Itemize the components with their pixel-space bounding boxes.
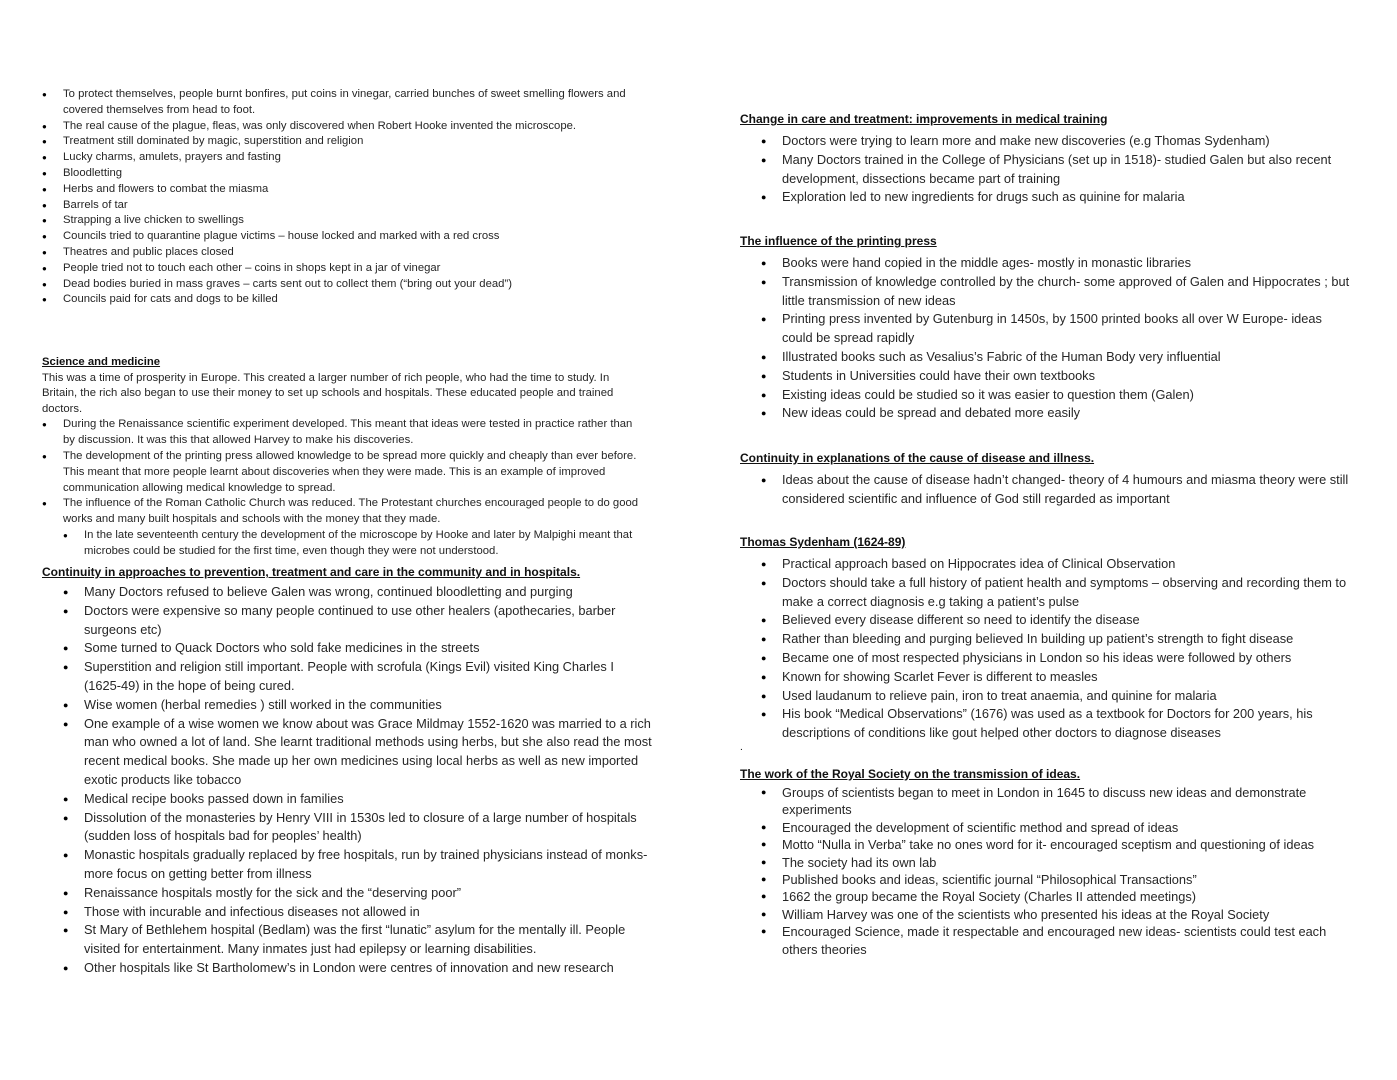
list-item: ● New ideas could be spread and debated more easily bbox=[740, 404, 1352, 423]
list-item: ● Strapping a live chicken to swellings bbox=[42, 213, 667, 229]
list-item: ● Groups of scientists began to meet in London in 1645 to discuss new ideas and demonstrate experiments bbox=[740, 784, 1352, 819]
list-item: ● Doctors should take a full history of patient health and symptoms – observing and recording them to make a correct diagnosis e.g taking a patient’s pulse bbox=[740, 574, 1352, 612]
list-item: ● Books were hand copied in the middle ages- mostly in monastic libraries bbox=[740, 254, 1352, 273]
section-heading: Change in care and treatment: improvements in medical training bbox=[740, 112, 1108, 126]
list-item: ● Barrels of tar bbox=[42, 198, 667, 214]
continuity-care-list bbox=[42, 583, 652, 978]
sydenham-list bbox=[740, 555, 1352, 743]
list-item: ● Councils paid for cats and dogs to be killed bbox=[42, 292, 667, 308]
list-item: ● Encouraged Science, made it respectable and encouraged new ideas- scientists could test each others theories bbox=[740, 923, 1352, 958]
royal-society-section bbox=[740, 766, 1352, 958]
list-item: ● One example of a wise women we know about was Grace Mildmay 1552-1620 was married to a rich man who owned a lot of land. She learnt traditional methods using herbs, but she also read the most recent medical books. She made up her own medicines using local herbs as well as new imported exotic products like tobacco bbox=[42, 715, 652, 790]
list-item: ● St Mary of Bethlehem hospital (Bedlam) was the first “lunatic” asylum for the mentally ill. People visited for entertainment. Many inmates just had epilepsy or learning disabilities. bbox=[42, 921, 652, 959]
list-item: ● Motto “Nulla in Verba” take no ones word for it- encouraged sceptism and questioning of ideas bbox=[740, 836, 1352, 853]
list-item: ● People tried not to touch each other – coins in shops kept in a jar of vinegar bbox=[42, 261, 667, 277]
list-item: ● Practical approach based on Hippocrates idea of Clinical Observation bbox=[740, 555, 1352, 574]
list-item: ● Doctors were expensive so many people continued to use other healers (apothecaries, barber surgeons etc) bbox=[42, 602, 652, 640]
list-item: ● The development of the printing press allowed knowledge to be spread more quickly and cheaply than ever before. This meant that more people learnt about discoveries when they were made. This is an example of improved communication allowing medical knowledge to spread. bbox=[42, 449, 647, 496]
list-item: ● Superstition and religion still important. People with scrofula (Kings Evil) visited King Charles I (1625-49) in the hope of being cured. bbox=[42, 658, 652, 696]
list-sub-item: ● In the late seventeenth century the development of the microscope by Hooke and later by Malpighi meant that microbes could be studied for the first time, even though they were not understood. bbox=[42, 528, 647, 560]
list-item: ● The real cause of the plague, fleas, was only discovered when Robert Hooke invented the microscope. bbox=[42, 119, 667, 135]
list-item: ● The influence of the Roman Catholic Church was reduced. The Protestant churches encouraged people to do good works and many built hospitals and schools with the money that they made. bbox=[42, 496, 647, 528]
list-item: ● The society had its own lab bbox=[740, 854, 1352, 871]
list-item: ● Published books and ideas, scientific journal “Philosophical Transactions” bbox=[740, 871, 1352, 888]
continuity-explanations-list bbox=[740, 471, 1352, 509]
list-item: ● William Harvey was one of the scientists who presented his ideas at the Royal Society bbox=[740, 906, 1352, 923]
section-heading: The influence of the printing press bbox=[740, 234, 937, 248]
list-item: ● Wise women (herbal remedies ) still worked in the communities bbox=[42, 696, 652, 715]
list-item: ● Students in Universities could have their own textbooks bbox=[740, 367, 1352, 386]
paragraph: This was a time of prosperity in Europe. This created a larger number of rich people, who had the time to study. In Britain, the rich also began to use their money to set up schools and hospitals. These educated people and trained doctors. bbox=[42, 371, 614, 415]
list-item: ● Ideas about the cause of disease hadn’t changed- theory of 4 humours and miasma theory were still considered scientific and influence of God still regarded as important bbox=[740, 471, 1352, 509]
list-item: ● Other hospitals like St Bartholomew’s in London were centres of innovation and new research bbox=[42, 959, 652, 978]
list-item: ● Believed every disease different so need to identify the disease bbox=[740, 611, 1352, 630]
training-list bbox=[740, 132, 1352, 207]
list-item: ● Theatres and public places closed bbox=[42, 245, 667, 261]
section-heading: Thomas Sydenham (1624-89) bbox=[740, 535, 906, 549]
list-item: ● Existing ideas could be studied so it was easier to question them (Galen) bbox=[740, 386, 1352, 405]
list-item: ● Doctors were trying to learn more and make new discoveries (e.g Thomas Sydenham) bbox=[740, 132, 1352, 151]
science-list bbox=[42, 417, 647, 559]
list-item: ● Rather than bleeding and purging believed In building up patient’s strength to fight disease bbox=[740, 630, 1352, 649]
royal-society-list bbox=[740, 784, 1352, 958]
training-section bbox=[740, 111, 1352, 207]
continuity-care-section bbox=[42, 564, 652, 978]
section-heading: Continuity in explanations of the cause of disease and illness. bbox=[740, 451, 1095, 465]
list-item: ● Transmission of knowledge controlled by the church- some approved of Galen and Hippocrates ; but little transmission of new ideas bbox=[740, 273, 1352, 311]
list-item: ● Many Doctors trained in the College of Physicians (set up in 1518)- studied Galen but also recent development, dissections became part of training bbox=[740, 151, 1352, 189]
list-item: ● Became one of most respected physicians in London so his ideas were followed by others bbox=[740, 649, 1352, 668]
section-heading: Continuity in approaches to prevention, treatment and care in the community and in hospitals. bbox=[42, 565, 581, 579]
section-heading: The work of the Royal Society on the transmission of ideas. bbox=[740, 767, 1081, 781]
list-item: ● During the Renaissance scientific experiment developed. This meant that ideas were tested in practice rather than by discussion. It was this that allowed Harvey to make his discoveries. bbox=[42, 417, 647, 449]
list-item: ● Renaissance hospitals mostly for the sick and the “deserving poor” bbox=[42, 884, 652, 903]
list-item: ● Encouraged the development of scientific method and spread of ideas bbox=[740, 819, 1352, 836]
list-item: ● Dead bodies buried in mass graves – carts sent out to collect them (“bring out your dead”) bbox=[42, 277, 667, 293]
list-item: ● Lucky charms, amulets, prayers and fasting bbox=[42, 150, 667, 166]
list-item: ● Many Doctors refused to believe Galen was wrong, continued bloodletting and purging bbox=[42, 583, 652, 602]
list-item: ● Bloodletting bbox=[42, 166, 667, 182]
list-item: ● Councils tried to quarantine plague victims – house locked and marked with a red cross bbox=[42, 229, 667, 245]
list-item: ● Herbs and flowers to combat the miasma bbox=[42, 182, 667, 198]
list-item: ● Illustrated books such as Vesalius’s Fabric of the Human Body very influential bbox=[740, 348, 1352, 367]
list-item: ● Those with incurable and infectious diseases not allowed in bbox=[42, 903, 652, 922]
list-item: ● Monastic hospitals gradually replaced by free hospitals, run by trained physicians instead of monks- more focus on getting better from illness bbox=[42, 846, 652, 884]
printing-list bbox=[740, 254, 1352, 423]
list-item: ● Used laudanum to relieve pain, iron to treat anaemia, and quinine for malaria bbox=[740, 687, 1352, 706]
list-item: ● Exploration led to new ingredients for drugs such as quinine for malaria bbox=[740, 188, 1352, 207]
list-item: ● To protect themselves, people burnt bonfires, put coins in vinegar, carried bunches of sweet smelling flowers and covered themselves from head to foot. bbox=[42, 87, 667, 119]
list-item: ● His book “Medical Observations” (1676) was used as a textbook for Doctors for 200 years, his descriptions of conditions like gout helped other doctors to diagnose diseases bbox=[740, 705, 1352, 743]
section-heading: Science and medicine bbox=[42, 356, 161, 368]
list-item: ● Medical recipe books passed down in families bbox=[42, 790, 652, 809]
list-item: ● Known for showing Scarlet Fever is different to measles bbox=[740, 668, 1352, 687]
list-item: ● Some turned to Quack Doctors who sold fake medicines in the streets bbox=[42, 639, 652, 658]
list-item: ● Treatment still dominated by magic, superstition and religion bbox=[42, 134, 667, 150]
continuity-explanations-section bbox=[740, 450, 1352, 509]
list-item: ● 1662 the group became the Royal Society (Charles II attended meetings) bbox=[740, 888, 1352, 905]
list-item: ● Dissolution of the monasteries by Henry VIII in 1530s led to closure of a large number of hospitals (sudden loss of hospitals bad for peoples’ health) bbox=[42, 809, 652, 847]
list-item: ● Printing press invented by Gutenburg in 1450s, by 1500 printed books all over W Europe- ideas could be spread rapidly bbox=[740, 310, 1352, 348]
sydenham-section bbox=[740, 534, 1352, 753]
plague-list bbox=[42, 87, 667, 308]
science-section bbox=[42, 355, 647, 560]
trailing-mark: . bbox=[740, 741, 743, 753]
printing-section bbox=[740, 233, 1352, 423]
